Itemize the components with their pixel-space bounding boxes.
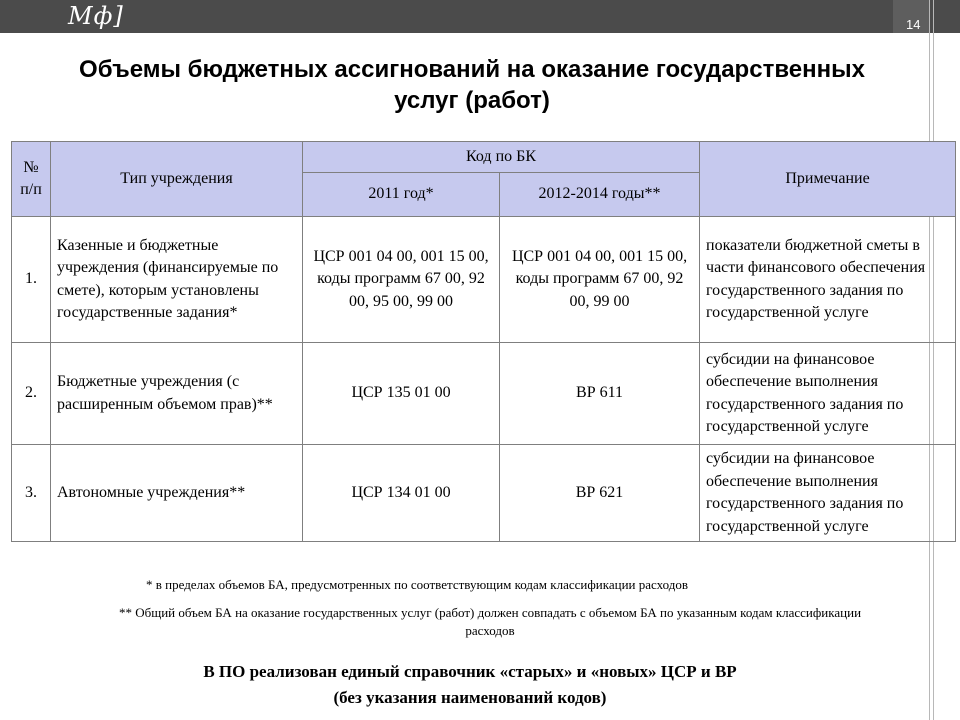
title-line-1: Объемы бюджетных ассигнований на оказание государственных <box>79 56 865 83</box>
header-code-group: Код по БК <box>303 142 700 173</box>
row-type: Казенные и бюджетные учреждения (финансируемые по смете), которым установлены государственные задания* <box>51 217 303 343</box>
row-code-2012: ЦСР 001 04 00, 001 15 00, коды программ 67 00, 92 00, 99 00 <box>500 217 700 343</box>
row-num: 1. <box>12 217 51 343</box>
row-note: субсидии на финансовое обеспечение выполнения государственного задания по государственной услуге <box>700 343 956 445</box>
row-code-2012: ВР 621 <box>500 445 700 542</box>
header-2011: 2011 год* <box>303 173 500 217</box>
logo: Мф] <box>68 2 124 30</box>
title-line-2: услуг (работ) <box>394 87 550 114</box>
row-code-2011: ЦСР 135 01 00 <box>303 343 500 445</box>
header-note: Примечание <box>700 142 956 217</box>
footnote-1: * в пределах объемов БА, предусмотренных по соответствующим кодам классификации расходов <box>146 577 688 592</box>
bottom-note <box>60 659 880 711</box>
page-title <box>18 54 926 116</box>
bottom-note-line-1: В ПО реализован единый справочник «старых» и «новых» ЦСР и ВР <box>203 662 737 681</box>
row-num: 3. <box>12 445 51 542</box>
row-type: Бюджетные учреждения (с расширенным объемом прав)** <box>51 343 303 445</box>
footnote-2: ** Общий объем БА на оказание государственных услуг (работ) должен совпадать с объемом БА по указанным кодам классификации расходов <box>118 605 862 638</box>
top-bar <box>0 0 960 33</box>
row-note: субсидии на финансовое обеспечение выполнения государственного задания по государственной услуге <box>700 445 956 542</box>
header-2012-2014: 2012-2014 годы** <box>500 173 700 217</box>
row-code-2011: ЦСР 134 01 00 <box>303 445 500 542</box>
header-row <box>12 142 956 173</box>
row-code-2011: ЦСР 001 04 00, 001 15 00, коды программ 67 00, 92 00, 95 00, 99 00 <box>303 217 500 343</box>
row-code-2012: ВР 611 <box>500 343 700 445</box>
budget-table <box>11 141 956 542</box>
slide-number: 14 <box>906 17 921 32</box>
table-row <box>12 217 956 343</box>
row-num: 2. <box>12 343 51 445</box>
header-type: Тип учреждения <box>51 142 303 217</box>
bottom-note-line-2: (без указания наименований кодов) <box>333 688 607 707</box>
row-type: Автономные учреждения** <box>51 445 303 542</box>
row-note: показатели бюджетной сметы в части финансового обеспечения государственного задания по государственной услуге <box>700 217 956 343</box>
table-row <box>12 445 956 542</box>
table-row <box>12 343 956 445</box>
header-num: № п/п <box>12 142 51 217</box>
